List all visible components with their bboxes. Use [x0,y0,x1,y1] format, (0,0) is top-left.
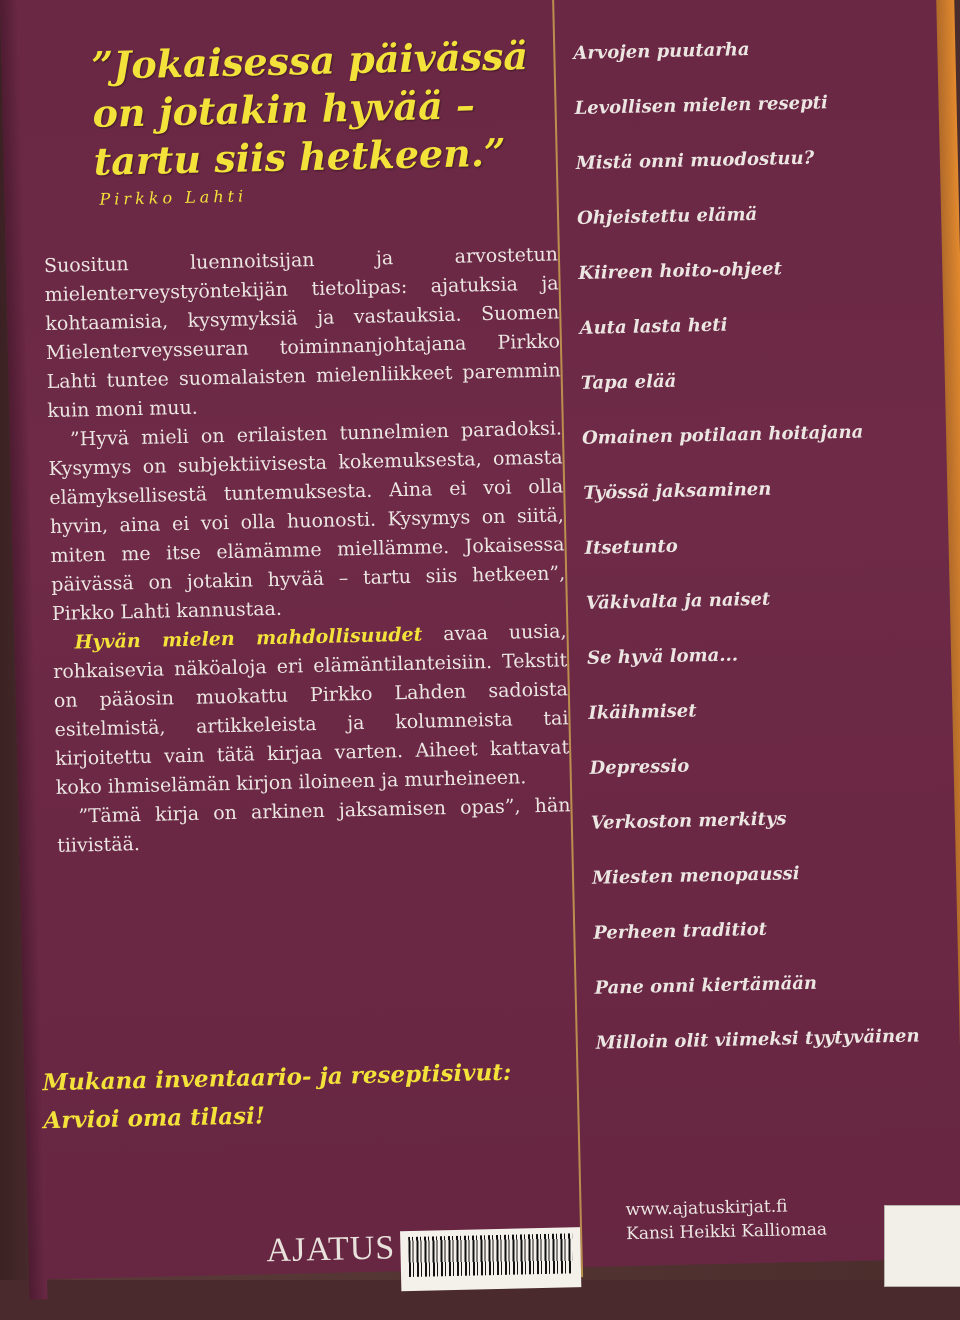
tagline [42,1052,584,1140]
publisher-website: www.ajatuskirjat.fi [625,1196,788,1221]
contents-item: Verkoston merkitys [590,808,787,834]
contents-item: Pane onni kiertämään [594,972,818,999]
contents-item: Ikäihmiset [588,700,697,724]
contents-item: Depressio [589,755,690,779]
quote-line-3: tartu siis hetkeen.” [93,129,507,184]
blurb-paragraph-3-text: avaa uusia, rohkaisevia näköaloja eri elämäntilanteisiin. Tekstit on pääosin muokattu Pirkko Lahden sadoista esitelmistä, artikkeleista ja kolumneista tai kirjoitettu vain tätä kirjaa varten. Aiheet kattavat koko ihmiselämän kirjon iloineen ja murheineen. [53,620,570,799]
contents-item: Arvojen puutarha [573,39,750,65]
quote-author: Pirkko Lahti [99,186,248,209]
quote-line-2: on jotakin hyvää – [92,82,476,136]
contents-item: Työssä jaksaminen [583,478,772,504]
contents-item: Milloin olit viimeksi tyytyväinen [595,1025,920,1054]
contents-item: Ohjeistettu elämä [576,203,758,229]
price-sticker [884,1205,960,1287]
publisher-logo: AJATUS [266,1229,396,1270]
contents-item: Kiireen hoito-ohjeet [578,258,783,284]
contents-item: Omainen potilaan hoitajana [581,421,864,449]
contents-item: Mistä onni muodostuu? [575,147,815,174]
blurb-paragraph-4: ”Tämä kirja on arkinen jaksamisen opas”, hän tiivistää. [56,794,571,857]
contents-item: Se hyvä loma... [586,644,739,669]
book-title-inline: Hyvän mielen mahdollisuudet [74,623,423,654]
blurb-paragraph-3 [52,617,570,803]
blurb-paragraph-2: ”Hyvä mieli on erilaisten tunnelmien paradoksi. Kysymys on subjektiivisesta kokemuksesta, omasta elämyksellisestä tuntemuksesta. Aina ei voi olla hyvin, aina ei voi olla huonosti. Kysymys on siitä, miten me itse elämämme miellämme. Jokaisessa päivässä on jotakin hyvää – tartu siis hetkeen”, Pirkko Lahti kannustaa. [48,417,566,625]
cover-credit: Kansi Heikki Kalliomaa [625,1219,828,1245]
tagline-line-1: Mukana inventaario- ja reseptisivut: [42,1058,512,1097]
contents-item: Miesten menopaussi [591,863,800,889]
blurb-paragraph-1: Suositun luennoitsijan ja arvostetun mielenterveystyöntekijän tietolipas: ajatuksia ja kohtaamisia, kysymyksiä ja vastauksia. Suomen Mielenterveysseuran toiminnanjohtajana Pirkko Lahti tuntee suomalaisten mielenliikkeet paremmin kuin moni muu. [43,243,561,423]
contents-item: Auta lasta heti [579,314,728,339]
quote-line-1: ”Jokaisessa päivässä [90,33,529,88]
barcode [400,1227,581,1291]
contents-item: Tapa elää [580,370,677,394]
credits [625,1194,827,1247]
contents-item: Itsetunto [584,535,678,559]
pull-quote [91,32,554,186]
contents-list [573,30,960,1083]
barcode-bars [408,1233,573,1277]
contents-item: Väkivalta ja naiset [585,588,771,614]
contents-item: Perheen traditiot [593,918,768,944]
blurb [44,240,572,861]
tagline-line-2: Arvioi oma tilasi! [43,1102,266,1135]
contents-item: Levollisen mielen resepti [574,92,829,119]
